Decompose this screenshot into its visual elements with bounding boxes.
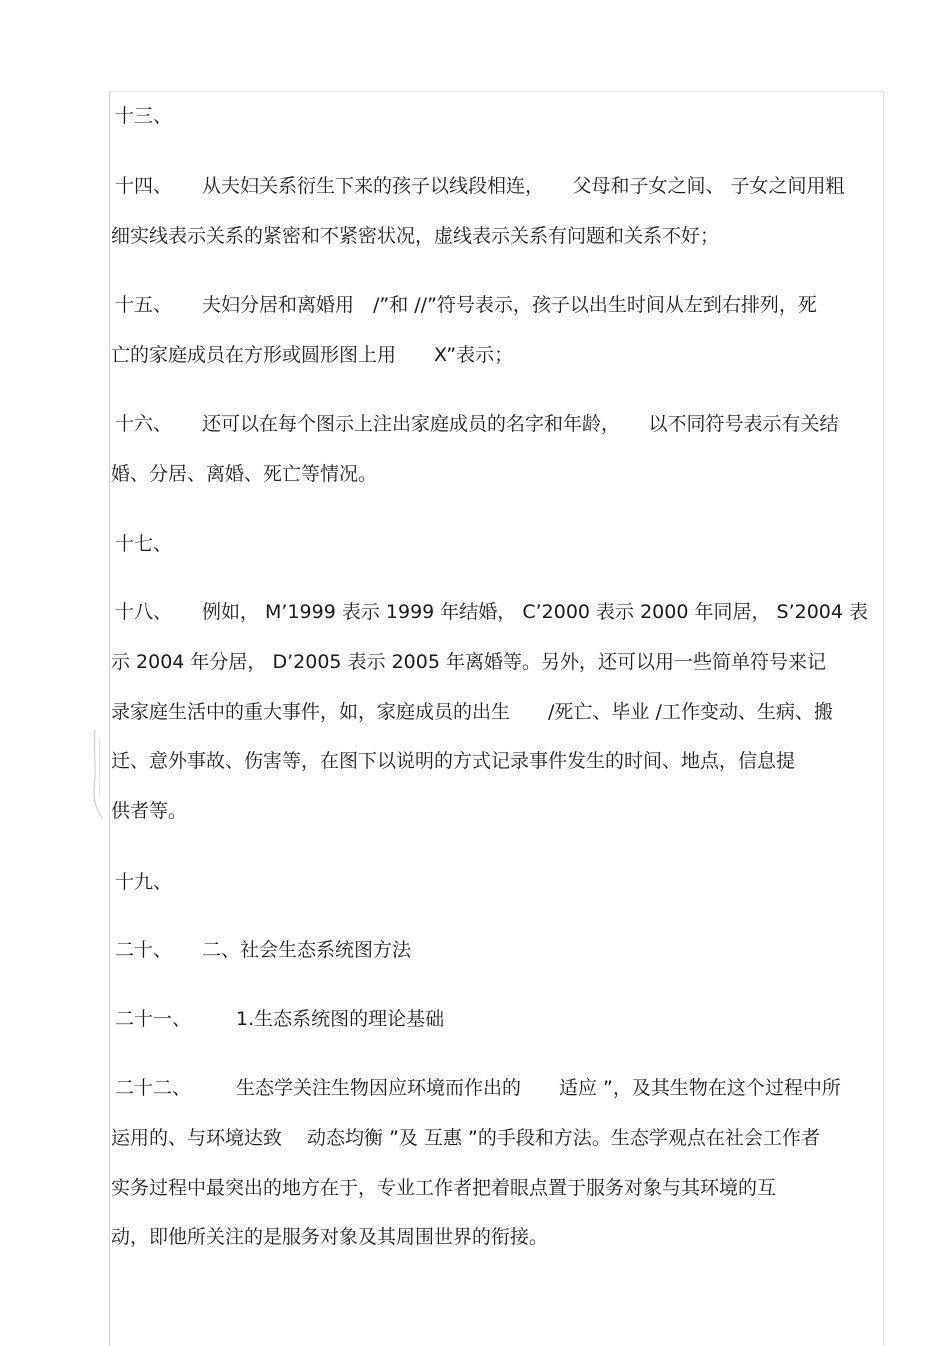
paragraph-line: 夫妇分居和离婚用 /”和 //”符号表示，孩子以出生时间从左到右排列，死	[202, 294, 817, 316]
paragraph-line: 供者等。	[111, 800, 188, 822]
item-number: 二十、	[115, 939, 173, 961]
item-number: 十七、	[115, 533, 173, 555]
paragraph-line: 实务过程中最突出的地方在于，专业工作者把着眼点置于服务对象与其环境的互	[111, 1177, 777, 1199]
paragraph-line: 亡的家庭成员在方形或圆形图上用 X”表示；	[111, 344, 514, 366]
paragraph-line: 运用的、与环境达致 动态均衡 ”及 互惠 ”的手段和方法。生态学观点在社会工作者	[111, 1127, 820, 1149]
item-number: 二十二、	[115, 1077, 192, 1099]
paragraph-line: 细实线表示关系的紧密和不紧密状况，虚线表示关系有问题和关系不好；	[111, 225, 720, 247]
paragraph-line: 从夫妇关系衍生下来的孩子以线段相连， 父母和子女之间、 子女之间用粗	[202, 175, 845, 197]
paragraph-line: 还可以在每个图示上注出家庭成员的名字和年龄， 以不同符号表示有关结	[202, 413, 839, 435]
paragraph-line: 例如， M’1999 表示 1999 年结婚， C’2000 表示 2000 年同居， S’2004 表	[202, 601, 869, 623]
paragraph-line: 示 2004 年分居， D’2005 表示 2005 年离婚等。另外，还可以用一些简单符号来记	[111, 651, 826, 673]
paragraph-line: 婚、分居、离婚、死亡等情况。	[111, 463, 378, 485]
item-number: 十九、	[115, 871, 173, 893]
item-number: 十八、	[115, 601, 173, 623]
section-heading: 二、社会生态系统图方法	[202, 939, 412, 961]
subsection-heading: 1.生态系统图的理论基础	[236, 1008, 445, 1030]
item-number: 十四、	[115, 175, 173, 197]
item-number: 二十一、	[115, 1008, 192, 1030]
paragraph-line: 生态学关注生物因应环境而作出的 适应 ”，及其生物在这个过程中所	[236, 1077, 841, 1099]
paragraph-line: 迁、意外事故、伤害等，在图下以说明的方式记录事件发生的时间、地点，信息提	[111, 750, 796, 772]
paragraph-line: 录家庭生活中的重大事件，如，家庭成员的出生 /死亡、毕业 /工作变动、生病、搬	[111, 701, 833, 723]
paragraph-line: 动，即他所关注的是服务对象及其周围世界的衔接。	[111, 1226, 549, 1248]
item-number: 十五、	[115, 294, 173, 316]
scan-mark	[91, 728, 105, 820]
item-number: 十三、	[115, 105, 173, 127]
item-number: 十六、	[115, 413, 173, 435]
